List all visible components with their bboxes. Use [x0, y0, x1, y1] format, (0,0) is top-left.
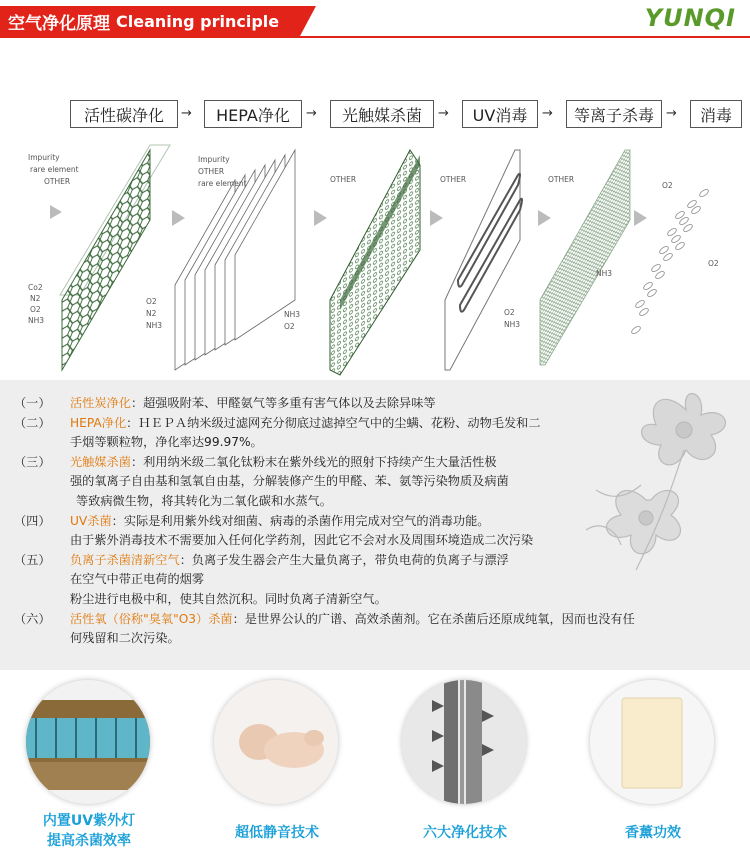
arrow-icon: → [306, 106, 317, 121]
item-title: 活性氧（俗称"臭氧"O3）杀菌 [70, 611, 233, 626]
stage1-out-2: N2 [30, 294, 41, 303]
clean-air [630, 181, 718, 335]
stage4-out-1: O2 [504, 308, 515, 317]
item-number: （三） [14, 454, 51, 469]
item-text-cont: 在空气中带正电荷的烟雾 [70, 572, 205, 587]
title-en: Cleaning principle [116, 11, 280, 31]
item-title: HEPA净化 [70, 415, 127, 430]
feature-row [0, 672, 750, 855]
stage1-out-3: O2 [30, 305, 41, 314]
stage3-out-1: NH3 [284, 310, 301, 319]
brand-logo: YUNQI [644, 4, 736, 32]
stage2-out-1: O2 [146, 297, 157, 306]
description-item [14, 551, 724, 571]
stage4-in-1: OTHER [440, 175, 467, 184]
item-text: ：利用纳米级二氧化钛粉末在紫外线光的照射下持续产生大量活性极 [130, 454, 497, 469]
stage5-in-1: OTHER [548, 175, 575, 184]
stage1-out-4: NH3 [28, 316, 45, 325]
item-number: （二） [14, 415, 51, 430]
stage2-out-2: N2 [146, 309, 157, 318]
item-text-cont: 何残留和二次污染。 [70, 631, 180, 646]
stage1-in-1: Impurity [28, 153, 60, 162]
item-number: （六） [14, 611, 51, 626]
item-text-cont: 手烟等颗粒物，净化率达99.97%。 [70, 435, 263, 450]
item-title: 光触媒杀菌 [70, 454, 131, 469]
item-number: （五） [14, 552, 51, 567]
item-text-cont: 等致病微生物，将其转化为二氧化碳和水蒸气。 [76, 493, 332, 508]
item-number: （四） [14, 513, 51, 528]
item-text-cont: 强的氧离子自由基和氢氧自由基，分解装修产生的甲醛、苯、氨等污染物质及病菌 [70, 474, 509, 489]
stage2-out-3: NH3 [146, 321, 163, 330]
carbon-filter [28, 145, 170, 370]
item-text: ：实际是利用紫外线对细菌、病毒的杀菌作用完成对空气的消毒功能。 [111, 513, 490, 528]
description-item [14, 512, 724, 532]
uv-lamp [430, 150, 522, 370]
item-text-cont: 粉尘进行电极中和，使其自然沉积。同时负离子清新空气。 [70, 591, 387, 606]
step-photocatalyst: 光触媒杀菌 [330, 100, 434, 128]
uv-lamp-icon [26, 680, 150, 804]
stage5-out-1: NH3 [596, 269, 613, 278]
item-title: 负离子杀菌清新空气 [70, 552, 180, 567]
stage1-out-1: Co2 [28, 283, 43, 292]
section-title [0, 6, 300, 36]
stage3-out-2: O2 [284, 322, 295, 331]
header-divider [0, 36, 750, 38]
description-item [14, 414, 724, 434]
item-number: （一） [14, 396, 51, 410]
arrow-icon: → [181, 106, 192, 121]
stage6-out-2: O2 [708, 259, 719, 268]
feature-caption-1: 内置UV紫外灯 [42, 813, 136, 829]
plasma-filter [538, 150, 630, 365]
step-activated-carbon: 活性碳净化 [70, 100, 178, 128]
arrow-icon: → [542, 106, 553, 121]
feature-aroma [568, 680, 738, 850]
stage2-in-1: Impurity [198, 155, 230, 164]
item-text: ：超强吸附苯、甲醛氨气等多重有害气体以及去除异味等 [130, 396, 436, 410]
item-title: 活性炭净化 [70, 396, 131, 410]
hepa-filter [146, 150, 295, 370]
stage3-in-1: OTHER [330, 175, 357, 184]
feature-six-purify [380, 680, 550, 850]
description-panel [0, 380, 750, 670]
stage2-in-2: OTHER [198, 167, 225, 176]
filtration-diagram [0, 140, 750, 380]
description-item [14, 610, 724, 630]
stage1-in-3: OTHER [44, 177, 71, 186]
title-cn: 空气净化原理 [8, 13, 110, 34]
feature-caption-1: 六大净化技术 [423, 825, 507, 841]
arrow-icon: → [666, 106, 677, 121]
filter-layers-icon [402, 680, 526, 804]
step-plasma: 等离子杀毒 [566, 100, 662, 128]
step-disinfect: 消毒 [690, 100, 742, 128]
feature-caption-2: 提高杀菌效率 [47, 833, 131, 849]
description-item [14, 394, 724, 414]
sleeping-baby-icon [214, 680, 338, 804]
stage4-out-2: NH3 [504, 320, 521, 329]
description-list [14, 394, 724, 649]
description-item [14, 453, 724, 473]
item-text: ：ＨＥＰＡ纳米级过滤网充分彻底过滤掉空气中的尘螨、花粉、动物毛发和二 [126, 415, 541, 430]
photocatalyst-filter [284, 150, 420, 375]
header [0, 0, 750, 45]
feature-caption-1: 超低静音技术 [235, 825, 319, 841]
stage6-out-1: O2 [662, 181, 673, 190]
feature-uv-lamp [4, 680, 174, 850]
item-text: ：负离子发生器会产生大量负离子，带负电荷的负离子与漂浮 [179, 552, 509, 567]
stage1-in-2: rare element [30, 165, 79, 174]
step-uv: UV消毒 [462, 100, 538, 128]
stage2-in-3: rare element [198, 179, 247, 188]
step-hepa: HEPA净化 [204, 100, 302, 128]
aroma-pad-icon [590, 680, 714, 804]
feature-silent [192, 680, 362, 850]
item-text-cont: 由于紫外消毒技术不需要加入任何化学药剂，因此它不会对水及周围环境造成二次污染 [70, 533, 534, 548]
item-title: UV杀菌 [70, 513, 112, 528]
feature-caption-1: 香薰功效 [625, 825, 681, 841]
item-text: ：是世界公认的广谱、高效杀菌剂。它在杀菌后还原成纯氧，因而也没有任 [232, 611, 635, 626]
arrow-icon: → [438, 106, 449, 121]
